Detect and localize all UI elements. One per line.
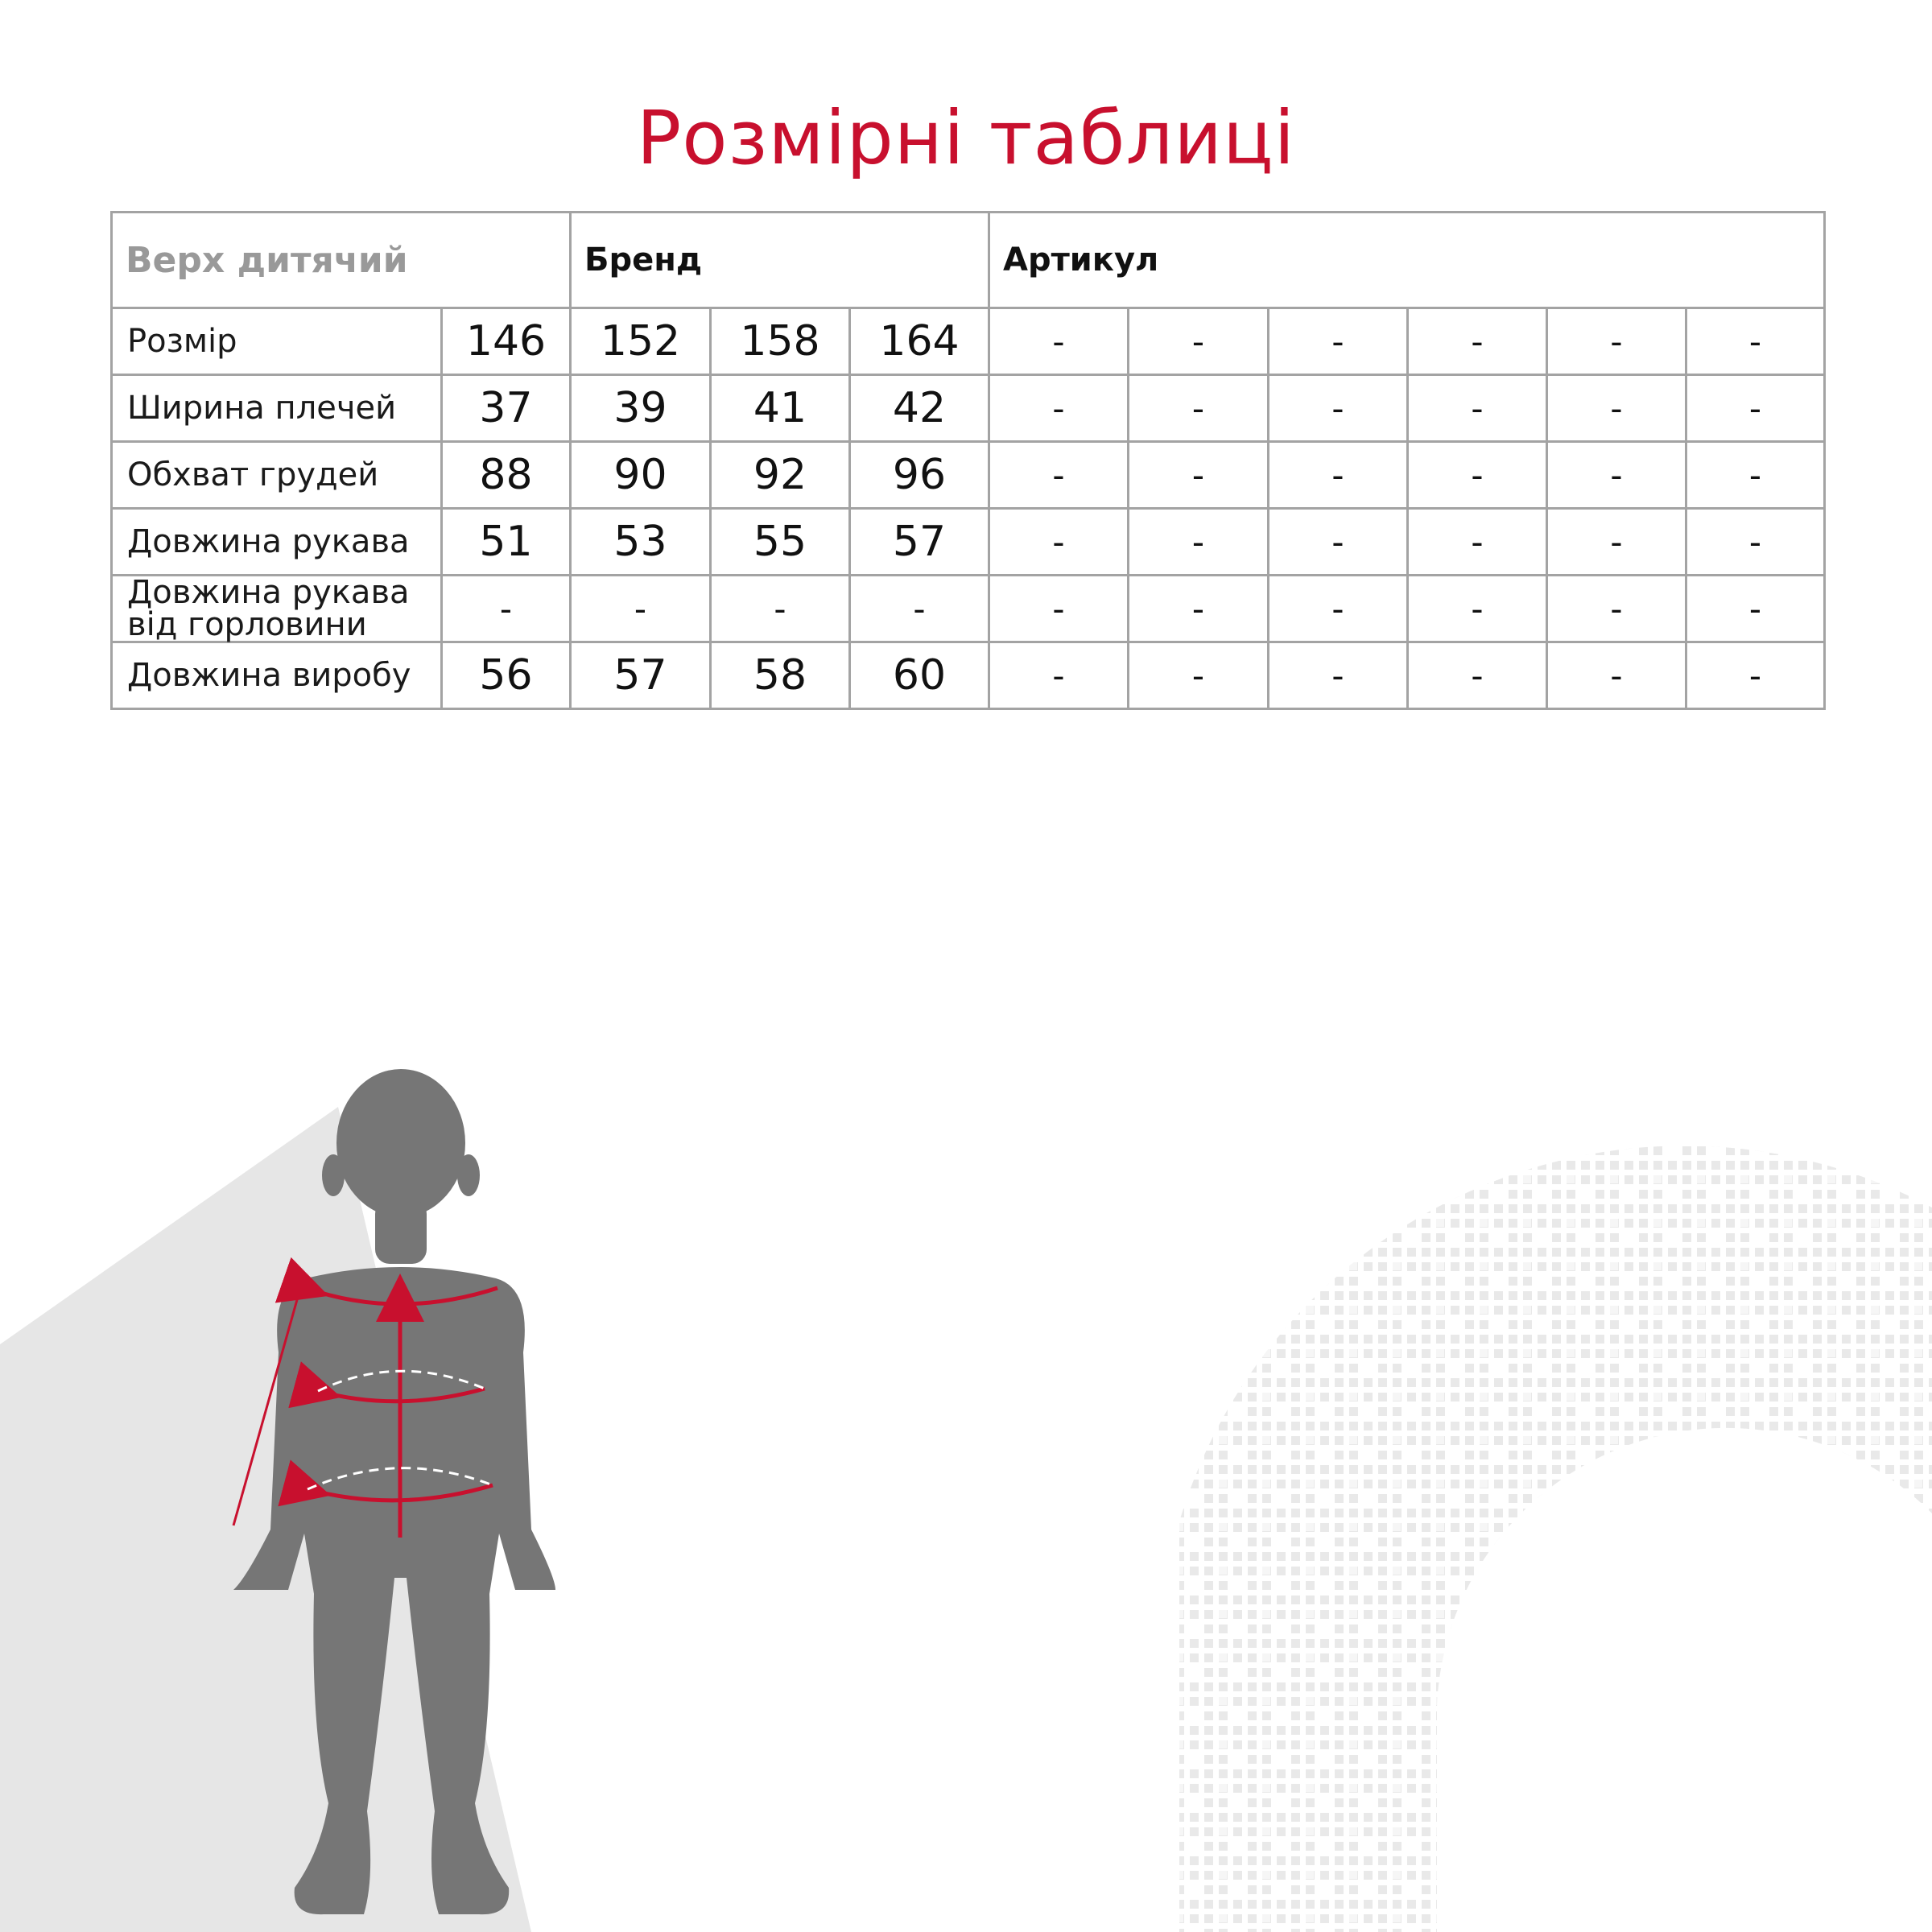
table-cell: - (850, 576, 989, 642)
table-cell: - (1408, 576, 1547, 642)
table-cell: 96 (850, 442, 989, 509)
table-cell: 152 (571, 308, 711, 375)
row-label: Довжина рукава (112, 509, 442, 576)
table-cell: - (989, 509, 1129, 576)
table-cell: - (989, 576, 1129, 642)
page-title: Розмірні таблиці (636, 95, 1296, 181)
table-cell: - (989, 442, 1129, 509)
table-cell: 60 (850, 642, 989, 709)
table-cell: - (1269, 576, 1408, 642)
table-cell: 56 (442, 642, 571, 709)
table-cell: - (1408, 509, 1547, 576)
table-cell: - (1686, 509, 1825, 576)
table-cell: - (1686, 375, 1825, 442)
table-cell: - (989, 308, 1129, 375)
table-cell: - (1547, 375, 1686, 442)
row-label: Розмір (112, 308, 442, 375)
table-cell: - (1129, 375, 1269, 442)
table-cell: - (711, 576, 850, 642)
table-cell: - (1129, 442, 1269, 509)
table-cell: 37 (442, 375, 571, 442)
table-cell: - (1547, 308, 1686, 375)
table-cell: - (1129, 308, 1269, 375)
category-label: Верх дитячий (112, 213, 571, 308)
table-cell: - (989, 375, 1129, 442)
table-cell: 57 (571, 642, 711, 709)
table-cell: 42 (850, 375, 989, 442)
table-cell: 164 (850, 308, 989, 375)
table-cell: - (1686, 308, 1825, 375)
table-cell: - (1547, 642, 1686, 709)
brand-label: Бренд (571, 213, 989, 308)
table-cell: - (1547, 442, 1686, 509)
table-cell: 58 (711, 642, 850, 709)
table-cell: - (1269, 375, 1408, 442)
table-cell: - (1129, 576, 1269, 642)
table-cell: - (1269, 308, 1408, 375)
table-cell: - (1269, 642, 1408, 709)
table-cell: 158 (711, 308, 850, 375)
table-cell: 55 (711, 509, 850, 576)
row-label: Обхват грудей (112, 442, 442, 509)
row-label: Довжина рукава від горловини (112, 576, 442, 642)
table-cell: - (1408, 642, 1547, 709)
table-cell: 39 (571, 375, 711, 442)
table-cell: - (571, 576, 711, 642)
table-cell: - (1547, 576, 1686, 642)
table-cell: - (1269, 509, 1408, 576)
row-label: Ширина плечей (112, 375, 442, 442)
table-cell: 53 (571, 509, 711, 576)
embroidery-pattern-icon (1179, 1146, 1932, 1932)
table-cell: 92 (711, 442, 850, 509)
table-cell: - (1129, 509, 1269, 576)
table-cell: 90 (571, 442, 711, 509)
table-cell: - (1686, 642, 1825, 709)
table-cell: 51 (442, 509, 571, 576)
table-cell: - (1686, 442, 1825, 509)
table-cell: - (1269, 442, 1408, 509)
article-label: Артикул (989, 213, 1825, 308)
table-cell: 146 (442, 308, 571, 375)
table-cell: 88 (442, 442, 571, 509)
table-cell: 57 (850, 509, 989, 576)
table-cell: - (442, 576, 571, 642)
table-cell: - (989, 642, 1129, 709)
table-cell: - (1547, 509, 1686, 576)
row-label: Довжина виробу (112, 642, 442, 709)
table-cell: - (1408, 308, 1547, 375)
table-cell: - (1129, 642, 1269, 709)
table-cell: - (1408, 375, 1547, 442)
table-cell: - (1408, 442, 1547, 509)
table-cell: - (1686, 576, 1825, 642)
table-cell: 41 (711, 375, 850, 442)
